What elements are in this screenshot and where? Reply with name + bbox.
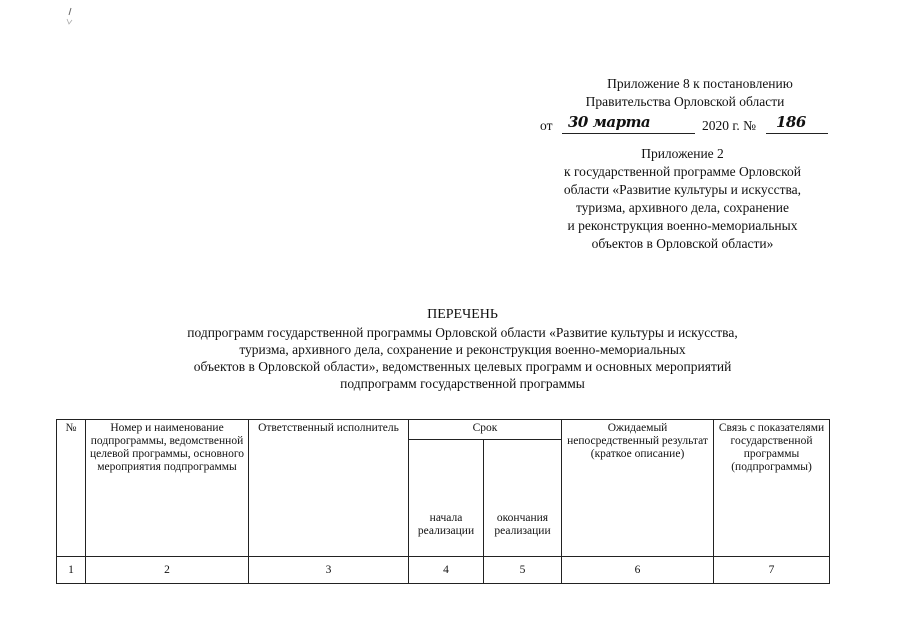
header-term: Срок xyxy=(409,420,562,440)
title-heading: ПЕРЕЧЕНЬ xyxy=(427,307,498,322)
appendix-2-line: области «Развитие культуры и искусства, xyxy=(563,182,802,197)
appendix-2-line: Приложение 2 xyxy=(641,146,724,161)
table-header-row xyxy=(57,420,830,440)
appendix-8-header xyxy=(540,75,830,135)
appendix-2-header xyxy=(520,145,845,253)
header-link: Связь с показателями государственной программы (подпрограммы) xyxy=(714,420,830,557)
column-number: 3 xyxy=(249,557,409,584)
column-number: 4 xyxy=(409,557,484,584)
pen-mark-icon xyxy=(64,6,78,28)
header-result: Ожидаемый непосредственный результат (краткое описание) xyxy=(562,420,714,557)
number-blank-line xyxy=(766,113,828,134)
title-line: подпрограмм государственной программы Орловской области «Развитие культуры и искусства, xyxy=(187,325,738,340)
header-num: № xyxy=(57,420,86,557)
column-number: 5 xyxy=(484,557,562,584)
appendix-8-line1: Приложение 8 к постановлению xyxy=(607,76,793,91)
subprograms-table xyxy=(56,419,830,584)
column-number: 1 xyxy=(57,557,86,584)
date-prefix: от xyxy=(540,118,553,133)
appendix-2-line: туризма, архивного дела, сохранение xyxy=(575,200,790,215)
date-year: 2020 г. № xyxy=(702,118,757,133)
appendix-8-line2: Правительства Орловской области xyxy=(585,94,785,109)
column-number: 7 xyxy=(714,557,830,584)
appendix-2-line: и реконструкция военно-мемориальных xyxy=(567,218,798,233)
title-line: объектов в Орловской области», ведомственных целевых программ и основных мероприятий xyxy=(193,359,732,374)
header-responsible: Ответственный исполнитель xyxy=(249,420,409,557)
title-line: туризма, архивного дела, сохранение и реконструкция военно-мемориальных xyxy=(239,342,686,357)
table-row xyxy=(57,557,830,584)
title-line: подпрограмм государственной программы xyxy=(340,376,585,391)
header-end: окончания реализации xyxy=(484,440,562,557)
header-start: начала реализации xyxy=(409,440,484,557)
document-title xyxy=(100,306,825,392)
handwritten-number: 186 xyxy=(776,113,806,131)
handwritten-date: 30 марта xyxy=(568,113,651,131)
date-blank-line xyxy=(562,113,695,134)
appendix-2-line: к государственной программе Орловской xyxy=(564,164,801,179)
appendix-2-line: объектов в Орловской области» xyxy=(591,236,774,251)
column-number: 2 xyxy=(86,557,249,584)
resolution-date-row xyxy=(540,113,830,135)
header-name: Номер и наименование подпрограммы, ведомственной целевой программы, основного мероприятия подпрограммы xyxy=(86,420,249,557)
column-number: 6 xyxy=(562,557,714,584)
